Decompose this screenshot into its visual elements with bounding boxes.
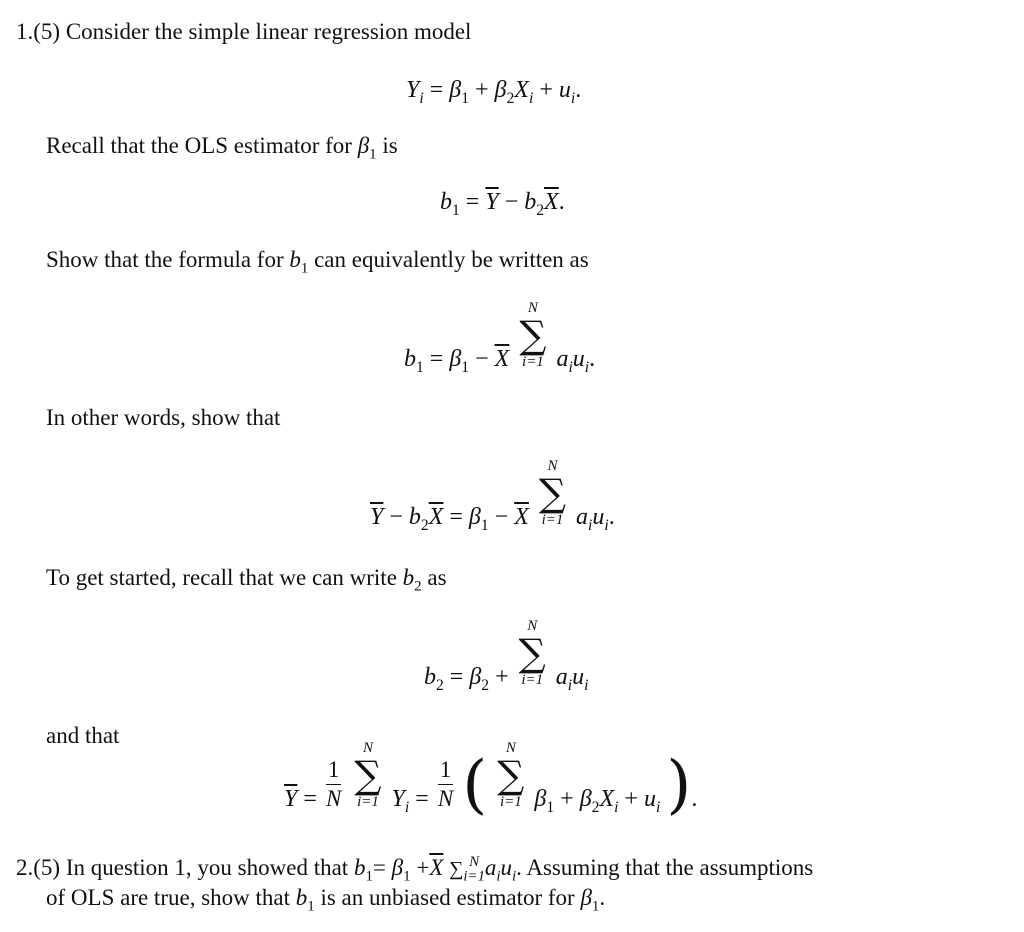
get-started-text: To get started, recall that we can write <box>46 565 397 590</box>
summation: N ∑ i=1 <box>497 740 525 810</box>
recall-is: is <box>382 133 398 158</box>
summation: N ∑ i=1 <box>354 740 382 810</box>
summation: N ∑ i=1 <box>518 618 546 688</box>
get-started-as: as <box>427 565 447 590</box>
recall-ols-line: Recall that the OLS estimator for $\beta_1$ is <box>46 133 398 163</box>
question-2-line-1: 2.(5) In question 1, you showed that $b_1= \beta_1 +\overline{X}$ $\sum_{i=1}^N$ $a_iu_i$. Assuming that the assumptions <box>16 854 814 885</box>
question-2-text-e: . <box>599 885 606 910</box>
question-2-text-b: . Assuming that the assumptions <box>516 855 814 880</box>
equation-show-that: $\overline{Y} - b_2\overline{X} = \beta_1 - \overline{X}$ N ∑ i=1 $a_iu_i$. <box>370 458 615 534</box>
equation-b2: $b_2 = \beta_2$ + N ∑ i=1 $a_iu_i$ <box>424 618 589 694</box>
equation-model: $Y_i = \beta_1 + \beta_2X_i + u_i$. <box>406 77 582 107</box>
recall-text: Recall that the OLS estimator for <box>46 133 352 158</box>
question-2-line-2: of OLS are true, show that $b_1$ is an unbiased estimator for $\beta_1$. <box>46 885 606 915</box>
other-words-line <box>46 406 280 429</box>
show-line: Show that the formula for $b_1$ can equivalently be written as <box>46 247 589 277</box>
other-words-text: In other words, show that <box>46 405 281 430</box>
question-1-intro: Consider the simple linear regression model <box>65 19 472 44</box>
question-2-number: 2.(5) <box>16 855 61 880</box>
question-2-text-c: of OLS are true, show that <box>46 885 290 910</box>
get-started-line: To get started, recall that we can write $b_2$ as <box>46 565 447 595</box>
summation: N ∑ i=1 <box>519 300 547 370</box>
show-rest: can equivalently be written as <box>314 247 589 272</box>
question-2-text-d: is an unbiased estimator for <box>320 885 575 910</box>
summation: N ∑ i=1 <box>538 458 567 528</box>
show-text: Show that the formula for <box>46 247 284 272</box>
fraction-1-over-n: $\frac{1}{N}$ <box>437 757 454 811</box>
equation-y-bar: $\overline{Y}$ = $\frac{1}{N}$ N ∑ i=1 $Y_i$ = $\frac{1}{N}$ ( N ∑ i=1 $\beta_1 + \beta_2X_i + u_i$ ). <box>284 740 698 822</box>
fraction-1-over-n: $\frac{1}{N}$ <box>325 757 342 811</box>
question-2-text-a: In question 1, you showed that <box>65 855 349 880</box>
question-1-number: 1.(5) <box>16 19 61 44</box>
and-that-text: and that <box>46 723 120 748</box>
equation-ols-b1: $b_1 = \overline{Y} - b_2\overline{X}$. <box>440 189 565 219</box>
question-1-header <box>16 20 471 43</box>
and-that-line <box>46 724 119 747</box>
equation-b1-sum: $b_1 = \beta_1 - \overline{X}$ N ∑ i=1 $a_iu_i$. <box>404 300 596 376</box>
